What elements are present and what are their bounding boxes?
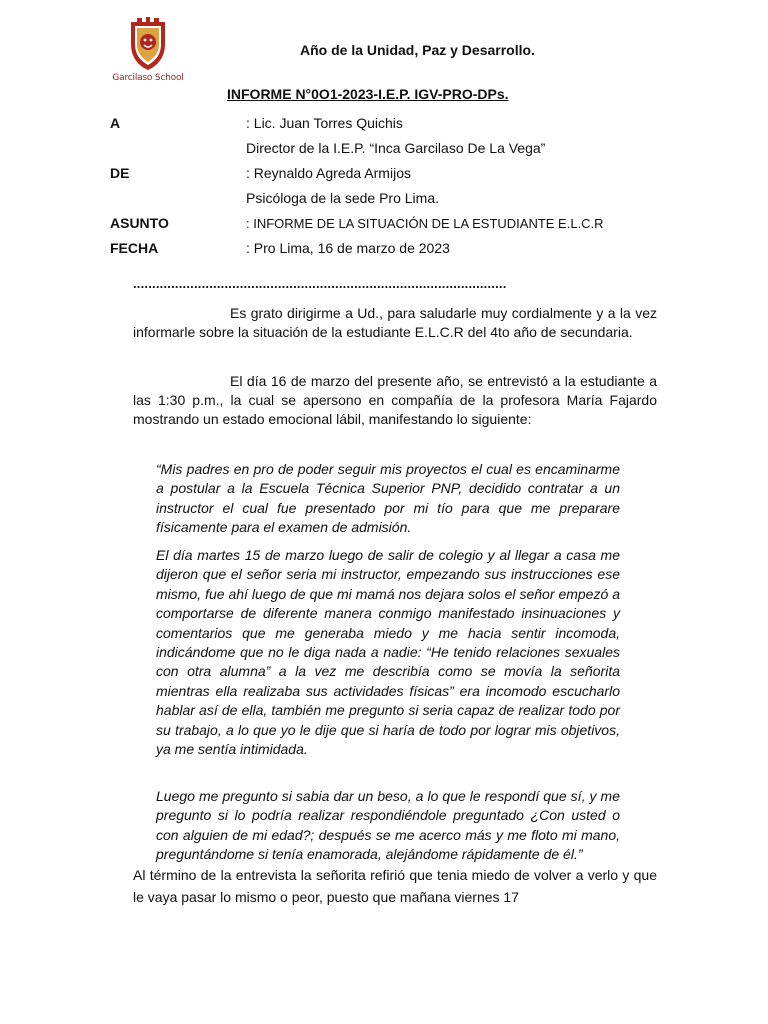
year-motto: Año de la Unidad, Paz y Desarrollo. xyxy=(300,42,535,58)
quote-paragraph-1: “Mis padres en pro de poder seguir mis proyectos el cual es encaminarme a postular a la Escuela Técnica Superior PNP, decidido contratar a un instructor el cual fue presentado por mi tío para que me preparare físicamente para el examen de admisión. xyxy=(156,461,620,536)
crest-icon xyxy=(127,14,169,72)
paragraph-interview: El día 16 de marzo del presente año, se entrevistó a la estudiante a las 1:30 p.m., la cual se apersono en compañía de la profesora María Fajardo mostrando un estado emocional lábil, manifestando lo siguiente: xyxy=(133,373,657,427)
field-value-de: : Reynaldo Agreda Armijos xyxy=(246,165,411,181)
dotted-separator: .................................................................................................. xyxy=(133,276,507,291)
field-value-a-role: Director de la I.E.P. “Inca Garcilaso De La Vega” xyxy=(246,140,546,156)
field-label-a: A xyxy=(110,115,121,131)
quote-paragraph-2: El día martes 15 de marzo luego de salir de colegio y al llegar a casa me dijeron que el señor seria mi instructor, empezando sus instrucciones ese mismo, fue ahí luego de que mi mamá nos dejara solos el señor empezó a comportarse de diferente manera conmigo manifestado insinuaciones y comentarios que me generaba miedo y me hacia sentir incomoda, indicándome que no le diga nada a nadie: “He tenido relaciones sexuales con otra alumna” a la vez me describía como se movía la señorita mientras ella realizaba sus actividades físicas” era incomodo escucharlo hablar así de ella, también me pregunto si seria capaz de realizar todo por su trabajo, a lo que yo le dije que si haría de todo por lograr mis objetivos, ya me sentía intimidada. xyxy=(156,547,620,758)
report-title: INFORME N°0O1-2023-I.E.P. IGV-PRO-DPs. xyxy=(227,86,509,102)
field-label-fecha: FECHA xyxy=(110,240,159,256)
field-value-a: : Lic. Juan Torres Quichis xyxy=(246,115,403,131)
quote-paragraph-3: Luego me pregunto si sabia dar un beso, a lo que le respondí que sí, y me pregunto si lo podría realizar respondiéndole preguntado ¿Con usted o con alguien de mi edad?; después se me acerco más y me floto mi mano, preguntándome si tenía enamorada, alejándome rápidamente de él.” xyxy=(156,788,620,863)
paragraph-conclusion: Al término de la entrevista la señorita refirió que tenia miedo de volver a verlo y que le vaya pasar lo mismo o peor, puesto que mañana viernes 17 xyxy=(133,867,657,905)
field-value-fecha: : Pro Lima, 16 de marzo de 2023 xyxy=(246,240,450,256)
school-logo xyxy=(112,14,184,90)
field-label-asunto: ASUNTO xyxy=(110,215,169,231)
field-value-de-role: Psicóloga de la sede Pro Lima. xyxy=(246,190,439,206)
paragraph-intro: Es grato dirigirme a Ud., para saludarle muy cordialmente y a la vez informarle sobre la situación de la estudiante E.L.C.R del 4to año de secundaria. xyxy=(133,305,657,340)
school-name: Garcilaso School xyxy=(112,73,184,83)
field-value-asunto: : INFORME DE LA SITUACIÓN DE LA ESTUDIANTE E.L.C.R xyxy=(246,216,604,231)
field-label-de: DE xyxy=(110,165,130,181)
